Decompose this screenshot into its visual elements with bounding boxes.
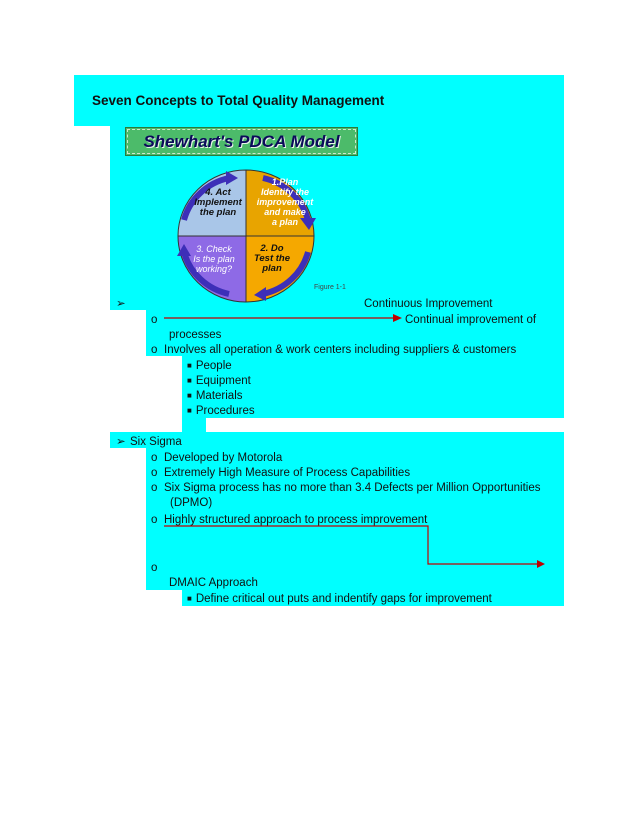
plan-label-line: a plan	[271, 217, 298, 227]
diagram-title-box	[125, 127, 358, 156]
list-item	[187, 389, 243, 404]
list-item: (DPMO)	[170, 497, 213, 509]
check-label-line: 3. Check	[196, 244, 232, 254]
act-label	[190, 188, 246, 218]
act-label-line: 4. Act	[205, 187, 231, 198]
diagram-title: Shewhart's PDCA Model	[143, 131, 340, 151]
list-item: Extremely High Measure of Process Capabilities	[164, 467, 411, 479]
list-item	[187, 404, 255, 419]
do-label	[248, 244, 296, 274]
bullet-text: Define critical out puts and indentify gaps for improvement	[195, 593, 492, 605]
check-label-line: Is the plan	[193, 254, 235, 264]
list-item: Continual improvement of	[405, 314, 537, 326]
list-item: Six Sigma process has no more than 3.4 Defects per Million Opportunities	[164, 482, 541, 494]
list-item: DMAIC Approach	[169, 577, 258, 589]
square-bullet-icon: ■	[187, 391, 192, 400]
list-item: Involves all operation & work centers including suppliers & customers	[164, 344, 517, 356]
list-item: Developed by Motorola	[164, 452, 283, 464]
square-bullet-icon: ■	[187, 361, 192, 370]
sub-bullet-icon: o	[151, 452, 158, 464]
plan-label-line: and make	[264, 207, 306, 217]
bullet-text: People	[195, 360, 232, 372]
do-label-line: plan	[262, 263, 282, 274]
check-label	[186, 244, 242, 274]
sub-bullet-icon: o	[151, 467, 158, 479]
act-label-line: Implement	[194, 197, 242, 208]
list-item	[187, 374, 251, 389]
sub-bullet-icon: o	[151, 514, 158, 526]
sub-bullet-icon: o	[151, 314, 158, 326]
square-bullet-icon: ■	[187, 594, 192, 603]
sub-bullet-icon: o	[151, 562, 158, 574]
sub-bullet-icon: o	[151, 482, 158, 494]
bullet-text: Equipment	[195, 375, 251, 387]
connector-arrow	[164, 520, 546, 570]
square-bullet-icon: ■	[187, 376, 192, 385]
do-label-line: 2. Do	[260, 243, 284, 254]
list-item: processes	[169, 329, 222, 341]
bullet-text: Materials	[195, 390, 243, 402]
section-label: Six Sigma	[130, 436, 182, 448]
highlight-band	[182, 418, 206, 432]
section-marker-icon: ➢	[116, 436, 126, 448]
figure-label: Figure 1-1	[314, 284, 346, 291]
sub-bullet-icon: o	[151, 344, 158, 356]
bullet-text: Procedures	[195, 405, 255, 417]
list-item	[187, 359, 232, 374]
plan-label	[250, 177, 320, 227]
act-label-line: the plan	[199, 207, 237, 218]
section-label: Continuous Improvement	[364, 298, 493, 310]
square-bullet-icon: ■	[187, 406, 192, 415]
list-item	[187, 592, 492, 607]
plan-label-line: 1.Plan	[271, 177, 299, 187]
list-item: Highly structured approach to process improvement	[164, 514, 428, 526]
plan-label-line: Identify the	[260, 187, 309, 197]
page-heading: Seven Concepts to Total Quality Management	[92, 93, 385, 108]
plan-label-line: improvement	[256, 197, 314, 207]
check-label-line: working?	[195, 264, 233, 274]
connector-arrow	[164, 312, 404, 324]
section-marker-icon: ➢	[116, 298, 126, 310]
do-label-line: Test the	[253, 253, 291, 264]
